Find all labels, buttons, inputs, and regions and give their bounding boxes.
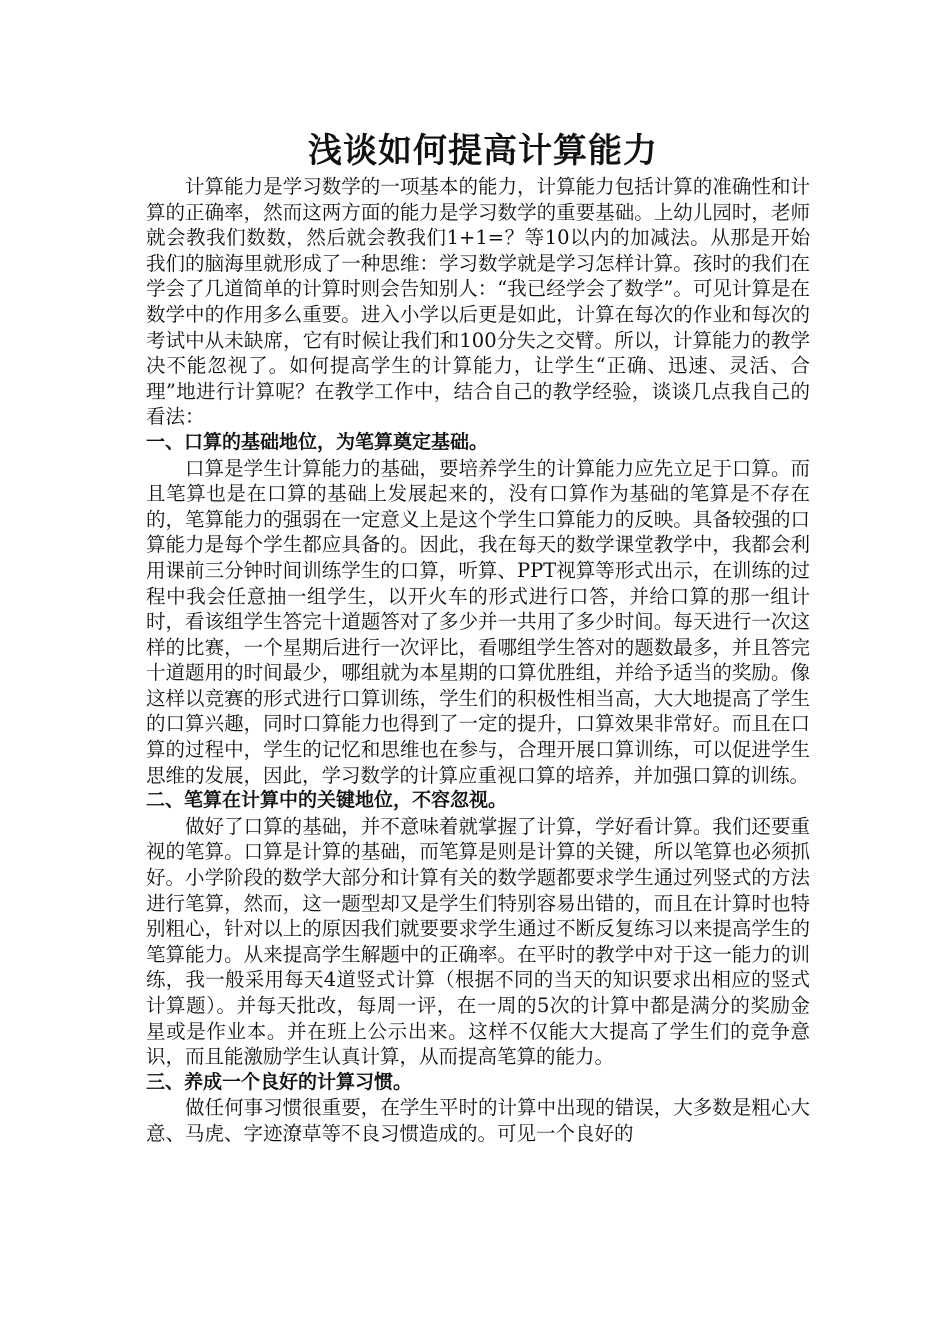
section-2-body: 做好了口算的基础，并不意味着就掌握了计算，学好看计算。我们还要重视的笔算。口算是计算的基础，而笔算是则是计算的关键，所以笔算也必须抓好。小学阶段的数学大部分和计算有关的数学题都要求学生通过列竖式的方法进行笔算，然而，这一题型却又是学生们特别容易出错的，而且在计算时也特别粗心，针对以上的原因我们就要要求学生通过不断反复练习以来提高学生的笔算能力。从来提高学生解题中的正确率。在平时的教学中对于这一能力的训练，我一般采用每天4道竖式计算（根据不同的当天的知识要求出相应的竖式计算题）。并每天批改，每周一评，在一周的5次的计算中都是满分的奖励金星或是作业本。并在班上公示出来。这样不仅能大大提高了学生们的竞争意识，而且能激励学生认真计算，从而提高笔算的能力。 (146, 814, 810, 1069)
section-1-heading: 一、口算的基础地位，为笔算奠定基础。 (146, 430, 489, 453)
document-page (146, 128, 810, 1147)
intro-paragraph: 计算能力是学习数学的一项基本的能力，计算能力包括计算的准确性和计算的正确率，然而这两方面的能力是学习数学的重要基础。上幼儿园时，老师就会教我们数数，然后就会教我们1+1=？等10以内的加减法。从那是开始我们的脑海里就形成了一种思维：学习数学就是学习怎样计算。孩时的我们在学会了几道简单的计算时则会告知别人：“我已经学会了数学”。可见计算是在数学中的作用多么重要。进入小学以后更是如此，计算在每次的作业和每次的考试中从未缺席，它有时候让我们和100分失之交臂。所以，计算能力的教学决不能忽视了。如何提高学生的计算能力，让学生“正确、迅速、灵活、合理”地进行计算呢？在教学工作中，结合自己的教学经验，谈谈几点我自己的看法： (146, 175, 810, 429)
section-3-body: 做任何事习惯很重要，在学生平时的计算中出现的错误，大多数是粗心大意、马虎、字迹潦草等不良习惯造成的。可见一个良好的 (146, 1096, 810, 1145)
section-2-heading: 二、笔算在计算中的关键地位，不容忽视。 (146, 789, 508, 812)
document-title: 浅谈如何提高计算能力 (308, 131, 658, 171)
section-1-body: 口算是学生计算能力的基础，要培养学生的计算能力应先立足于口算。而且笔算也是在口算的基础上发展起来的，没有口算作为基础的笔算是不存在的，笔算能力的强弱在一定意义上是这个学生口算能力的反映。具备较强的口算能力是每个学生都应具备的。因此，我在每天的数学课堂教学中，我都会利用课前三分钟时间训练学生的口算，听算、PPT视算等形式出示，在训练的过程中我会任意抽一组学生，以开火车的形式进行口答，并给口算的那一组计时，看该组学生答完十道题答对了多少并一共用了多少时间。每天进行一次这样的比赛，一个星期后进行一次评比，看哪组学生答对的题数最多，并且答完十道题用的时间最少，哪组就为本星期的口算优胜组，并给予适当的奖励。像这样以竞赛的形式进行口算训练，学生们的积极性相当高，大大地提高了学生的口算兴趣，同时口算能力也得到了一定的提升，口算效果非常好。而且在口算的过程中，学生的记忆和思维也在参与，合理开展口算训练，可以促进学生思维的发展，因此，学习数学的计算应重视口算的培养，并加强口算的训练。 (146, 456, 810, 787)
section-3-heading: 三、养成一个良好的计算习惯。 (146, 1070, 413, 1093)
